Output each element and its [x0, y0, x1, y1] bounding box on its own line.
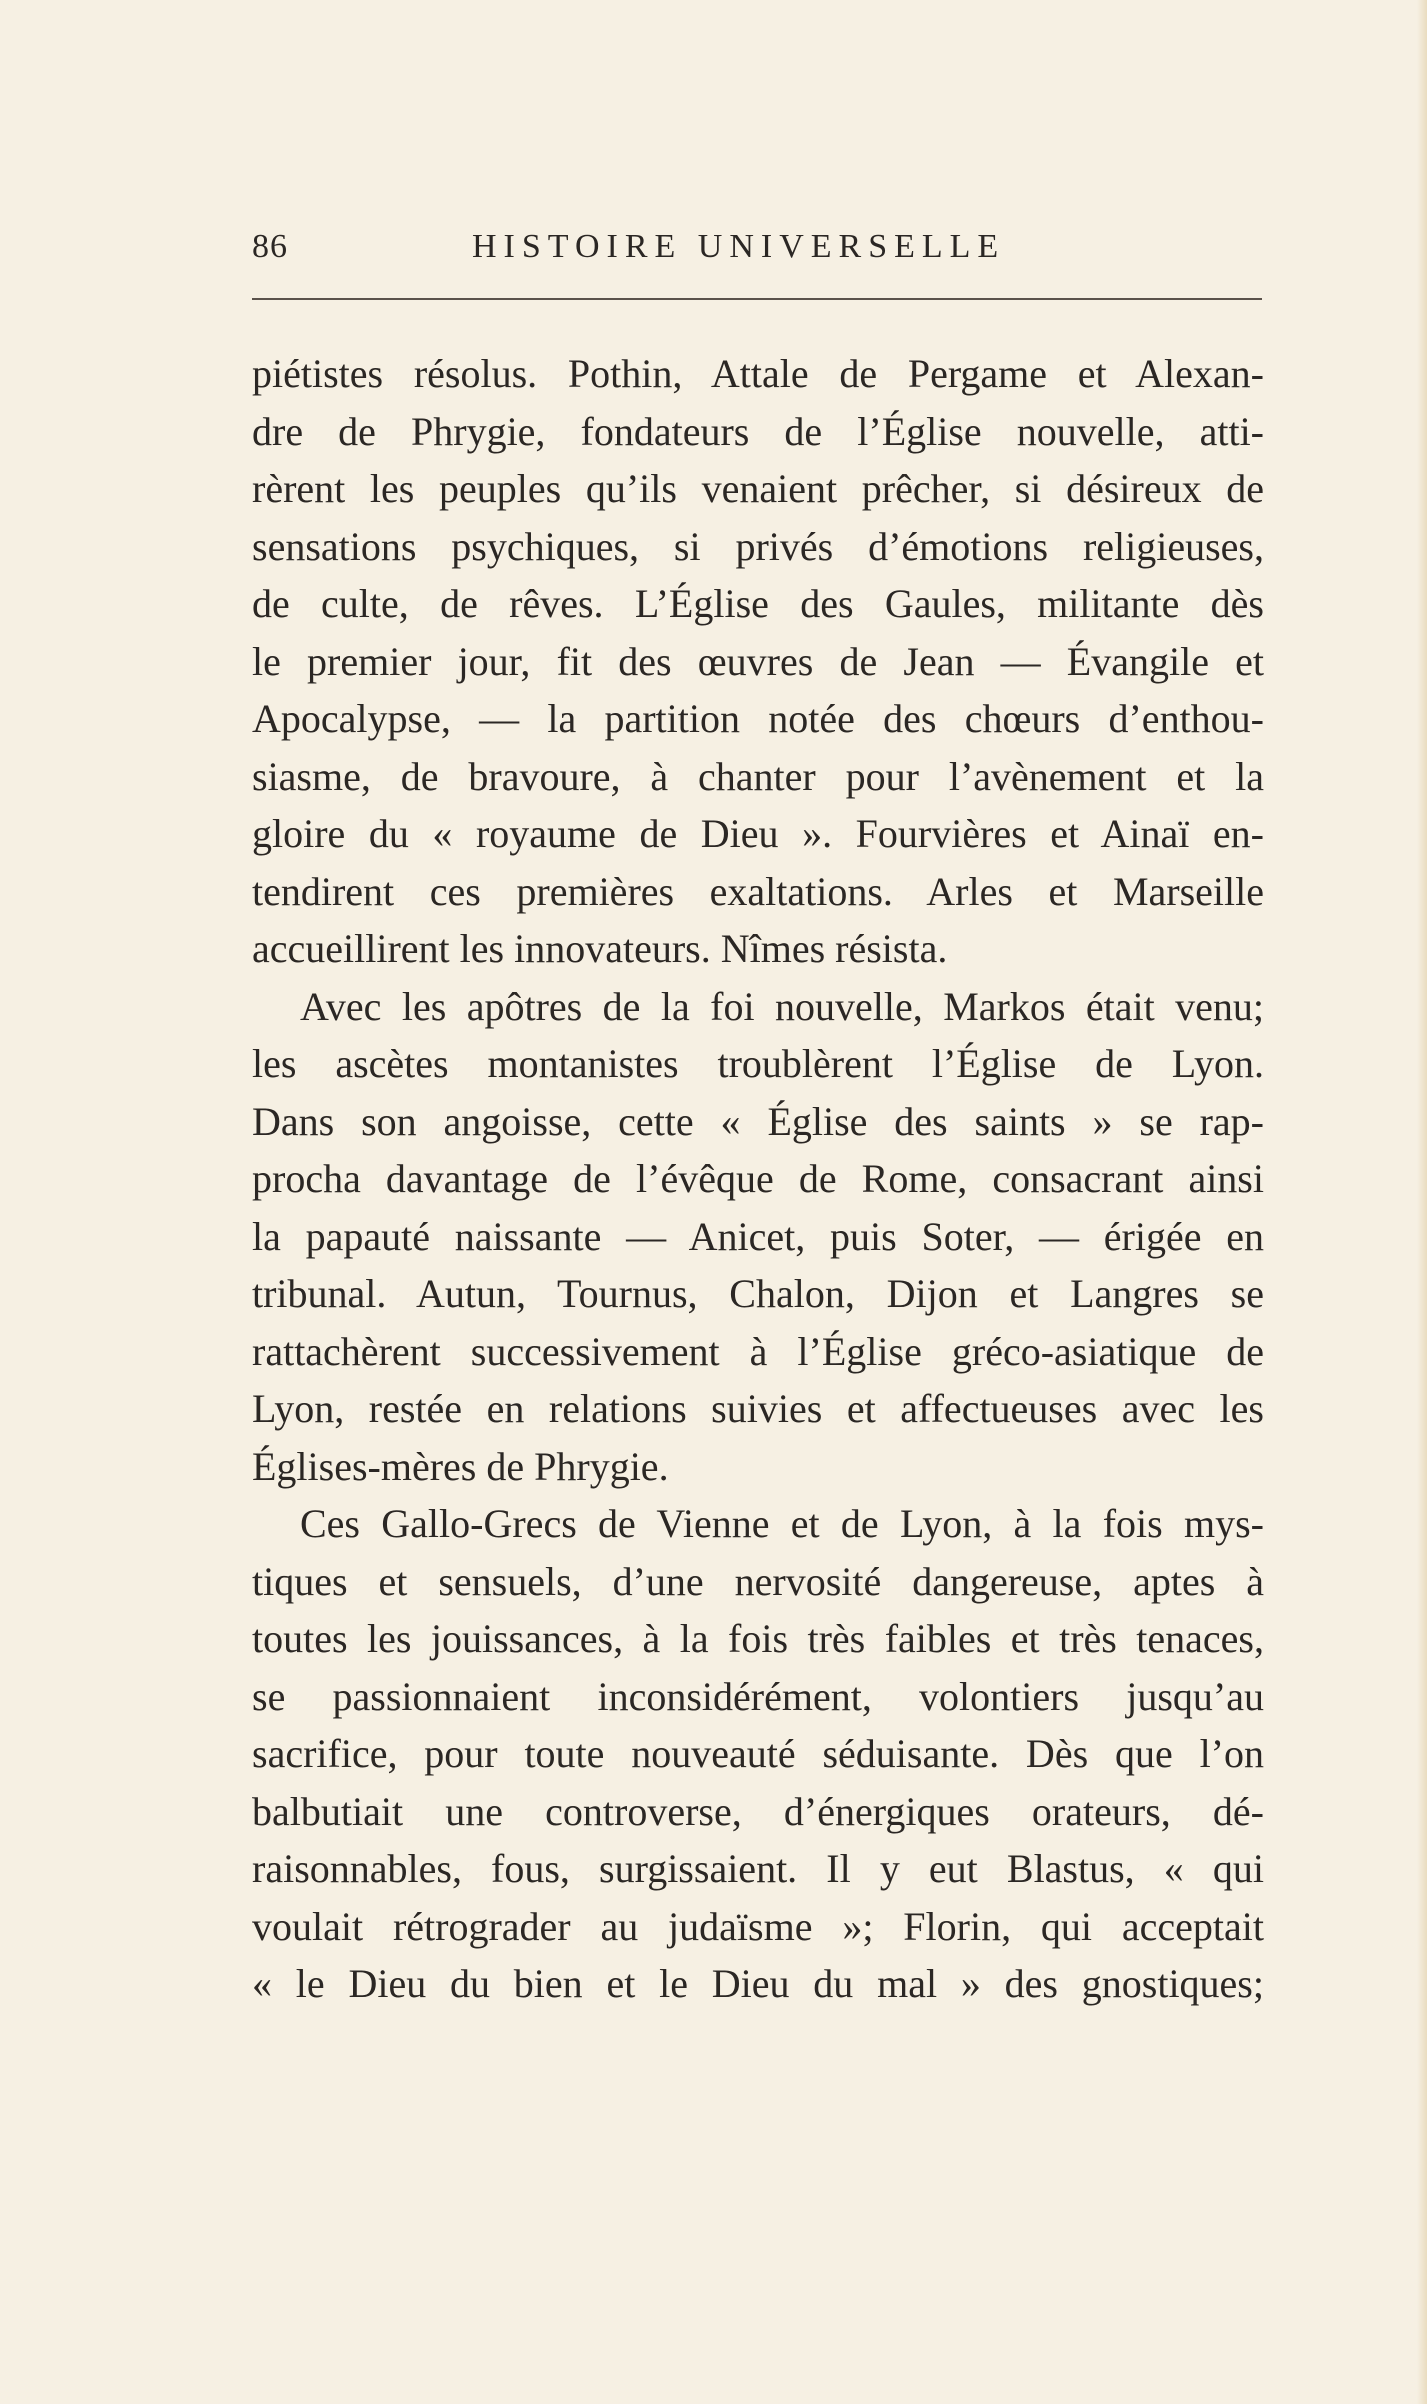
text-line: gloire du « royaume de Dieu ». Fourvières et Ainaï en- — [252, 811, 1264, 856]
text-line: balbutiait une controverse, d’énergiques orateurs, dé- — [252, 1788, 1264, 1834]
text-line: tribunal. Autun, Tournus, Chalon, Dijon et Langres se — [252, 1271, 1264, 1316]
text-line: toutes les jouissances, à la fois très faibles et très tenaces, — [252, 1616, 1264, 1661]
text-line: siasme, de bravoure, à chanter pour l’avènement et la — [252, 753, 1264, 799]
body-text — [252, 345, 1264, 2013]
text-line: dre de Phrygie, fondateurs de l’Église nouvelle, atti- — [252, 408, 1264, 454]
text-line: sensations psychiques, si privés d’émotions religieuses, — [252, 523, 1264, 569]
text-line-paragraph-end: accueillirent les innovateurs. Nîmes résista. — [252, 926, 948, 971]
text-line: de culte, de rêves. L’Église des Gaules, militante dès — [252, 581, 1264, 626]
text-line-paragraph-end: Églises-mères de Phrygie. — [252, 1443, 669, 1489]
text-line: rèrent les peuples qu’ils venaient prêcher, si désireux de — [252, 466, 1264, 511]
text-line: raisonnables, fous, surgissaient. Il y eut Blastus, « qui — [252, 1846, 1264, 1891]
text-line: se passionnaient inconsidérément, volontiers jusqu’au — [252, 1673, 1264, 1719]
text-line: tiques et sensuels, d’une nervosité dangereuse, aptes à — [252, 1558, 1264, 1604]
text-line: la papauté naissante — Anicet, puis Soter, — érigée en — [252, 1213, 1264, 1259]
running-title: HISTOIRE UNIVERSELLE — [472, 228, 1006, 265]
text-line-paragraph-start: Ces Gallo-Grecs de Vienne et de Lyon, à la fois mys- — [300, 1501, 1264, 1546]
text-line: piétistes résolus. Pothin, Attale de Pergame et Alexan- — [252, 351, 1264, 396]
text-line: « le Dieu du bien et le Dieu du mal » des gnostiques; — [252, 1961, 1264, 2006]
text-line: Lyon, restée en relations suivies et affectueuses avec les — [252, 1386, 1264, 1431]
text-line: voulait rétrograder au judaïsme »; Florin, qui acceptait — [252, 1903, 1264, 1949]
header-rule — [252, 298, 1262, 300]
text-line: sacrifice, pour toute nouveauté séduisante. Dès que l’on — [252, 1731, 1264, 1776]
text-line: procha davantage de l’évêque de Rome, consacrant ainsi — [252, 1156, 1264, 1201]
text-line: Apocalypse, — la partition notée des chœurs d’enthou- — [252, 696, 1264, 741]
page-number: 86 — [252, 228, 288, 265]
text-line: Dans son angoisse, cette « Église des saints » se rap- — [252, 1098, 1264, 1144]
page-header — [252, 224, 1262, 284]
text-line: rattachèrent successivement à l’Église gréco-asiatique de — [252, 1328, 1264, 1374]
text-line: le premier jour, fit des œuvres de Jean — Évangile et — [252, 638, 1264, 684]
text-line-paragraph-start: Avec les apôtres de la foi nouvelle, Markos était venu; — [300, 983, 1264, 1029]
text-line: les ascètes montanistes troublèrent l’Église de Lyon. — [252, 1041, 1264, 1086]
page-edge — [1417, 0, 1427, 2404]
text-line: tendirent ces premières exaltations. Arles et Marseille — [252, 868, 1264, 914]
